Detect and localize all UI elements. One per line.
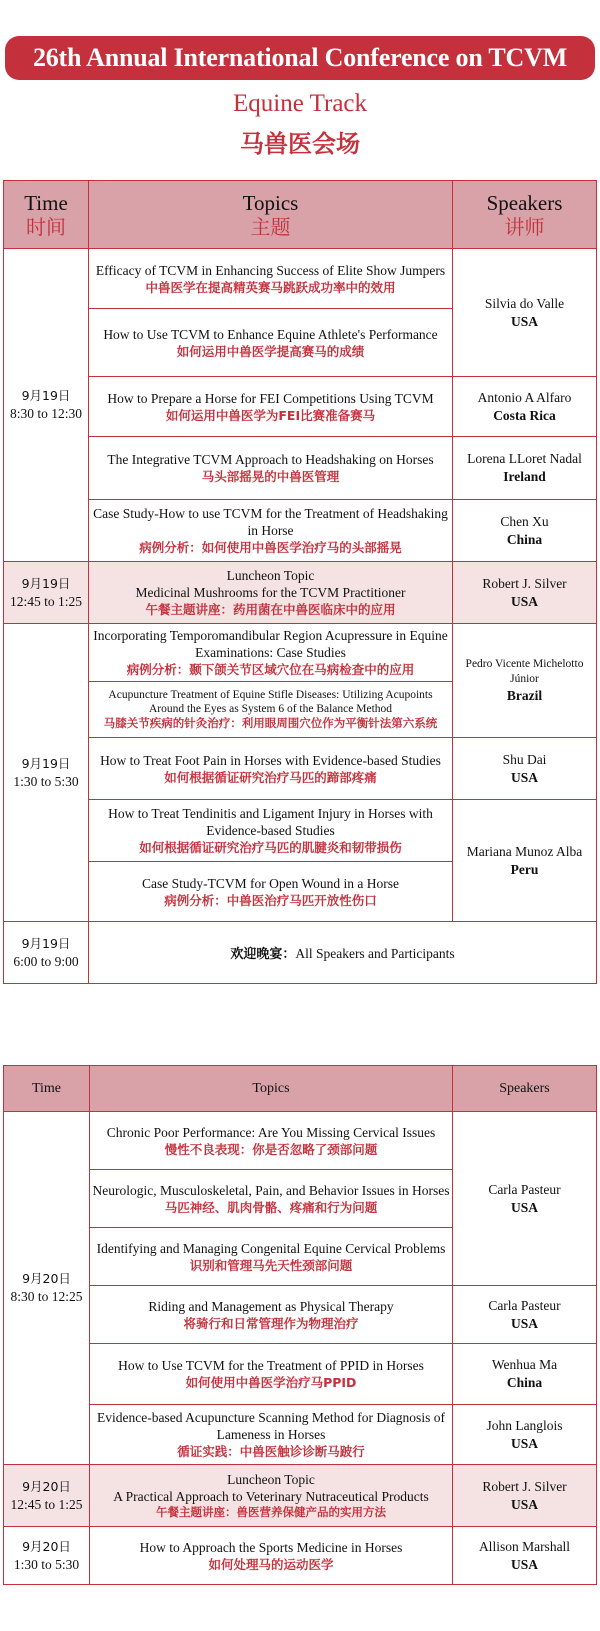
session-hours: 1:30 to 5:30: [13, 773, 79, 789]
topics-header: [89, 181, 453, 249]
table-row: [4, 1112, 597, 1170]
topic-cell: [89, 309, 453, 377]
speaker-cell: [453, 624, 597, 738]
speaker-cell: [453, 1465, 597, 1527]
topic-cell: [89, 682, 453, 738]
session-date: 9月19日: [21, 388, 71, 403]
table-row: [4, 249, 597, 309]
topic-cell: [90, 1286, 453, 1344]
speaker-name: John Langlois: [486, 1417, 563, 1433]
speakers-header: [453, 181, 597, 249]
topic-en: Case Study-How to use TCVM for the Treatment of Headshaking in Horse: [93, 506, 448, 538]
session-hours: 12:45 to 1:25: [10, 1496, 83, 1512]
topic-en: Evidence-based Acupuncture Scanning Method for Diagnosis of Lameness in Horses: [97, 1410, 445, 1442]
speakers-header-en: Speakers: [486, 190, 563, 215]
topic-cell: [89, 249, 453, 309]
time-header: [4, 181, 89, 249]
session-hours: 12:45 to 1:25: [9, 593, 82, 609]
table-row: [4, 437, 597, 500]
track-title: Equine Track: [232, 90, 368, 117]
speaker-country: USA: [510, 1315, 538, 1331]
table-row: [4, 562, 597, 624]
speaker-cell: [453, 562, 597, 624]
speaker-name: Shu Dai: [502, 751, 547, 767]
topic-en: Case Study-TCVM for Open Wound in a Horse: [141, 875, 399, 891]
topic-cn: 病例分析：颞下颌关节区域穴位在马病检查中的应用: [126, 662, 415, 677]
time-header-cn: 时间: [26, 214, 66, 239]
topic-cell: [89, 738, 453, 800]
topics-header-en: Topics: [242, 190, 299, 215]
topic-cn: 如何根据循证研究治疗马匹的肌腱炎和韧带损伤: [139, 840, 402, 855]
table-header-row: [4, 1066, 597, 1112]
session-hours: 8:30 to 12:30: [9, 406, 82, 421]
session-hours: 8:30 to 12:25: [10, 1289, 83, 1304]
speaker-name: Robert J. Silver: [482, 1478, 567, 1494]
topic-cell: [89, 377, 453, 437]
speaker-cell: [453, 1527, 597, 1585]
topic-cell: [89, 624, 453, 682]
table-row: [4, 800, 597, 862]
welcome-dinner-label: 欢迎晚宴：: [230, 947, 296, 962]
topic-cell: [89, 437, 453, 500]
topic-cell: [90, 1112, 453, 1170]
topic-en: Identifying and Managing Congenital Equine Cervical Problems: [96, 1240, 446, 1256]
topic-cn: 如何根据循证研究治疗马匹的蹄部疼痛: [164, 769, 377, 785]
topic-en: How to Treat Tendinitis and Ligament Injury in Horses with Evidence-based Studies: [108, 806, 433, 838]
session-time: [4, 624, 89, 922]
topic-cell: [90, 1405, 453, 1465]
speakers-header-cn: 讲师: [504, 214, 545, 239]
table-row: [4, 1344, 597, 1405]
table-row: [4, 624, 597, 682]
speaker-cell: [453, 437, 597, 500]
topic-en: Luncheon Topic Medicinal Mushrooms for the TCVM Practitioner: [135, 568, 406, 600]
topic-cell: [89, 562, 453, 624]
topic-en: How to Use TCVM to Enhance Equine Athlete's Performance: [103, 326, 438, 342]
topic-cell: [90, 1228, 453, 1286]
topic-cell: [90, 1344, 453, 1405]
topic-cn: 将骑行和日常管理作为物理治疗: [183, 1315, 359, 1331]
session-hours: 1:30 to 5:30: [13, 1556, 80, 1572]
session-time: [4, 249, 89, 562]
speaker-country: USA: [510, 1435, 538, 1451]
table-header-row: [4, 181, 597, 249]
speaker-country: USA: [510, 313, 538, 329]
topic-cn: 中兽医学在提高精英赛马跳跃成功率中的效用: [145, 279, 396, 295]
table-row: [4, 922, 597, 984]
topic-en: How to Use TCVM for the Treatment of PPID in Horses: [118, 1358, 424, 1373]
topic-cn: 午餐主题讲座：药用菌在中兽医临床中的应用: [145, 602, 396, 617]
topic-cn: 如何运用中兽医学为FEI比赛准备赛马: [165, 407, 376, 423]
topic-en: Efficacy of TCVM in Enhancing Success of Elite Show Jumpers: [95, 262, 446, 278]
topic-en: Luncheon Topic A Practical Approach to Veterinary Nutraceutical Products: [113, 1472, 429, 1504]
session-date: 9月20日: [22, 1538, 71, 1554]
speaker-country: Costa Rica: [493, 407, 556, 423]
topic-cn: 如何使用中兽医学治疗马PPID: [185, 1375, 357, 1390]
topic-en: Incorporating Temporomandibular Region Acupressure in Equine Examinations: Case Studies: [93, 628, 448, 660]
speaker-country: USA: [510, 593, 538, 609]
time-header-en: Time: [24, 190, 68, 215]
topic-cn: 如何处理马的运动医学: [208, 1556, 334, 1572]
session-time: [4, 562, 89, 624]
topic-en: How to Treat Foot Pain in Horses with Evidence-based Studies: [100, 752, 441, 768]
speaker-name: Carla Pasteur: [488, 1297, 561, 1313]
speaker-country: USA: [510, 1496, 538, 1512]
topic-cell: [89, 500, 453, 562]
topic-cn: 病例分析：中兽医治疗马匹开放性伤口: [164, 892, 377, 908]
session-time: [4, 922, 89, 984]
schedule-table-day1: [3, 180, 597, 984]
session-date: 9月20日: [22, 1478, 71, 1494]
topic-cn: 慢性不良表现：你是否忽略了颈部问题: [164, 1141, 378, 1157]
welcome-dinner-text: All Speakers and Participants: [295, 946, 455, 961]
speaker-name: Wenhua Ma: [491, 1357, 558, 1372]
topic-cell: [90, 1465, 453, 1527]
speaker-country: USA: [510, 1556, 538, 1572]
session-time: [4, 1527, 90, 1585]
session-hours: 6:00 to 9:00: [13, 953, 79, 969]
session-date: 9月20日: [22, 1271, 71, 1286]
table-row: [4, 1286, 597, 1344]
speaker-name: Chen Xu: [500, 513, 549, 529]
conference-title-banner: [5, 36, 595, 80]
welcome-dinner-cell: [89, 922, 597, 984]
speaker-cell: [453, 377, 597, 437]
topics-header-cn: 主题: [250, 214, 291, 239]
speaker-name: Silvia do Valle: [484, 295, 565, 311]
topics-header: Topics: [90, 1066, 453, 1112]
topic-cn: 病例分析：如何使用中兽医学治疗马的头部摇晃: [139, 540, 402, 555]
topic-cn: 循证实践：中兽医触诊诊断马跛行: [177, 1444, 365, 1459]
topic-cn: 马头部摇晃的中兽医管理: [201, 469, 340, 484]
topic-cn: 午餐主题讲座：兽医营养保健产品的实用方法: [156, 1505, 386, 1519]
topic-en: The Integrative TCVM Approach to Headshaking on Horses: [107, 452, 434, 467]
table-row: [4, 1527, 597, 1585]
session-date: 9月19日: [21, 575, 71, 591]
speaker-cell: [453, 1286, 597, 1344]
table-row: [4, 1405, 597, 1465]
speaker-name: Robert J. Silver: [482, 575, 567, 591]
speaker-country: Ireland: [503, 469, 546, 484]
speaker-country: Brazil: [506, 687, 543, 703]
topic-en: How to Approach the Sports Medicine in Horses: [139, 1539, 403, 1555]
speaker-cell: [453, 500, 597, 562]
speaker-cell: [453, 1344, 597, 1405]
speaker-name: Mariana Munoz Alba: [466, 843, 583, 859]
speaker-cell: [453, 1405, 597, 1465]
conference-title: 26th Annual International Conference on TCVM: [32, 43, 568, 72]
topic-cell: [89, 800, 453, 862]
topic-en: Riding and Management as Physical Therapy: [148, 1298, 394, 1314]
speaker-name: Carla Pasteur: [488, 1181, 561, 1197]
track-title-chinese: 马兽医会场: [240, 130, 360, 158]
speaker-country: USA: [510, 769, 538, 785]
speaker-cell: [453, 249, 597, 377]
speaker-country: Peru: [510, 861, 539, 877]
speaker-name: Lorena LLoret Nadal: [467, 451, 582, 466]
topic-en: Acupuncture Treatment of Equine Stifle Diseases: Utilizing Acupoints Around the Eyes as System 6 of the Balance Method: [108, 689, 433, 715]
topic-en: How to Prepare a Horse for FEI Competitions Using TCVM: [107, 390, 434, 406]
speaker-name: Pedro Vicente Michelotto Júnior: [465, 657, 584, 685]
topic-cn: 马膝关节疾病的针灸治疗：利用眼周围穴位作为平衡针法第六系统: [103, 716, 438, 730]
topic-cell: [90, 1527, 453, 1585]
speaker-name: Antonio A Alfaro: [477, 389, 572, 405]
time-header: Time: [4, 1066, 90, 1112]
speakers-header: Speakers: [453, 1066, 597, 1112]
topic-en: Chronic Poor Performance: Are You Missing Cervical Issues: [106, 1124, 436, 1140]
speaker-cell: [453, 800, 597, 922]
speaker-cell: [453, 1112, 597, 1286]
speaker-cell: [453, 738, 597, 800]
table-row: [4, 738, 597, 800]
topic-cell: [89, 862, 453, 922]
speaker-country: China: [506, 531, 543, 547]
table-row: [4, 500, 597, 562]
speaker-country: China: [506, 1375, 543, 1390]
topic-en: Neurologic, Musculoskeletal, Pain, and Behavior Issues in Horses: [92, 1182, 450, 1198]
schedule-table-day2: [3, 1065, 597, 1585]
topic-cell: [90, 1170, 453, 1228]
session-date: 9月19日: [21, 755, 71, 771]
speaker-country: USA: [510, 1199, 538, 1215]
topic-cn: 识别和管理马先天性颈部问题: [189, 1257, 353, 1273]
table-row: [4, 1465, 597, 1527]
topic-cn: 如何运用中兽医学提高赛马的成绩: [176, 343, 365, 359]
session-time: [4, 1465, 90, 1527]
session-date: 9月19日: [21, 935, 71, 951]
speaker-name: Allison Marshall: [478, 1538, 571, 1554]
session-time: [4, 1112, 90, 1465]
table-row: [4, 377, 597, 437]
topic-cn: 马匹神经、肌肉骨骼、疼痛和行为问题: [164, 1199, 378, 1215]
